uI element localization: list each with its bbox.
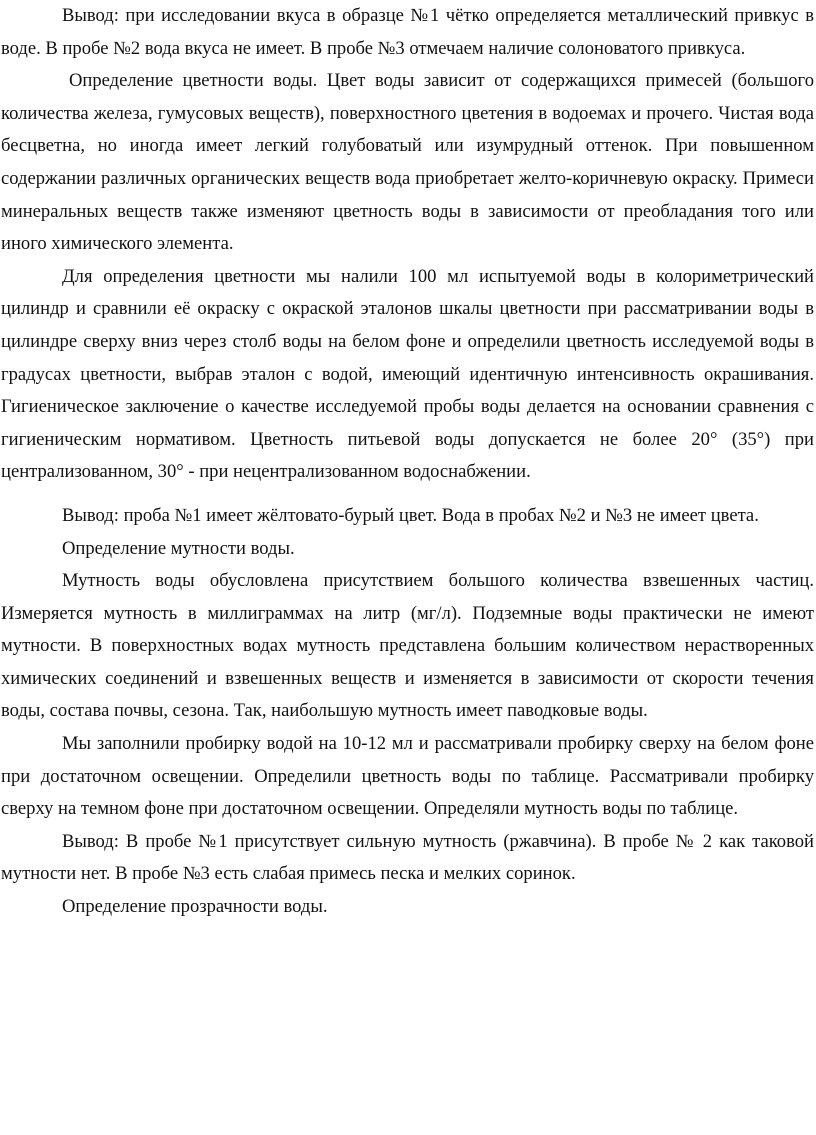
paragraph-color-conclusion: Вывод: проба №1 имеет жёлтовато-бурый цвет. Вода в пробах №2 и №3 не имеет цвета.: [62, 504, 759, 526]
heading-turbidity: Определение мутности воды.: [62, 537, 295, 559]
paragraph-color-definition: Определение цветности воды. Цвет воды зависит от содержащихся примесей (большого количества железа, гумусовых веществ), поверхностного цветения в водоемах и прочего. Чистая вода бесцветна, но иногда имеет легкий голубоватый или изумрудный оттенок. При повышенном содержании различных органических веществ вода приобретает желто-коричневую окраску. Примеси минеральных веществ также изменяют цветность воды в зависимости от преобладания того или иного химического элемента.: [1, 70, 814, 255]
paragraph-color-method: Для определения цветности мы налили 100 мл испытуемой воды в колориметрический цилиндр и сравнили её окраску с окраской эталонов шкалы цветности при рассматривании воды в цилиндре сверху вниз через столб воды на белом фоне и определили цветность исследуемой воды в градусах цветности, выбрав эталон с водой, имеющий идентичную интенсивность окрашивания. Гигиеническое заключение о качестве исследуемой пробы воды делается на основании сравнения с гигиеническим нормативом. Цветность питьевой воды допускается не более 20° (35°) при централизованном, 30° - при нецентрализованном водоснабжении.: [1, 265, 814, 483]
paragraph-turbidity-definition: Мутность воды обусловлена присутствием большого количества взвешенных частиц. Измеряется мутность в миллиграммах на литр (мг/л). Подземные воды практически не имеют мутности. В поверхностных водах мутность представлена большим количеством нерастворенных химических соединений и взвешенных веществ и изменяется в зависимости от скорости течения воды, состава почвы, сезона. Так, наибольшую мутность имеет паводковые воды.: [1, 570, 814, 722]
paragraph-turbidity-method: Мы заполнили пробирку водой на 10-12 мл и рассматривали пробирку сверху на белом фоне при достаточном освещении. Определили цветность воды по таблице. Рассматривали пробирку сверху на темном фоне при достаточном освещении. Определяли мутность воды по таблице.: [1, 733, 814, 820]
paragraph-taste-conclusion: Вывод: при исследовании вкуса в образце №1 чётко определяется металлический привкус в воде. В пробе №2 вода вкуса не имеет. В пробе №3 отмечаем наличие солоноватого привкуса.: [1, 5, 814, 59]
heading-transparency: Определение прозрачности воды.: [62, 896, 328, 918]
paragraph-turbidity-conclusion: Вывод: В пробе №1 присутствует сильную мутность (ржавчина). В пробе № 2 как таковой мутности нет. В пробе №3 есть слабая примесь песка и мелких соринок.: [1, 830, 814, 885]
